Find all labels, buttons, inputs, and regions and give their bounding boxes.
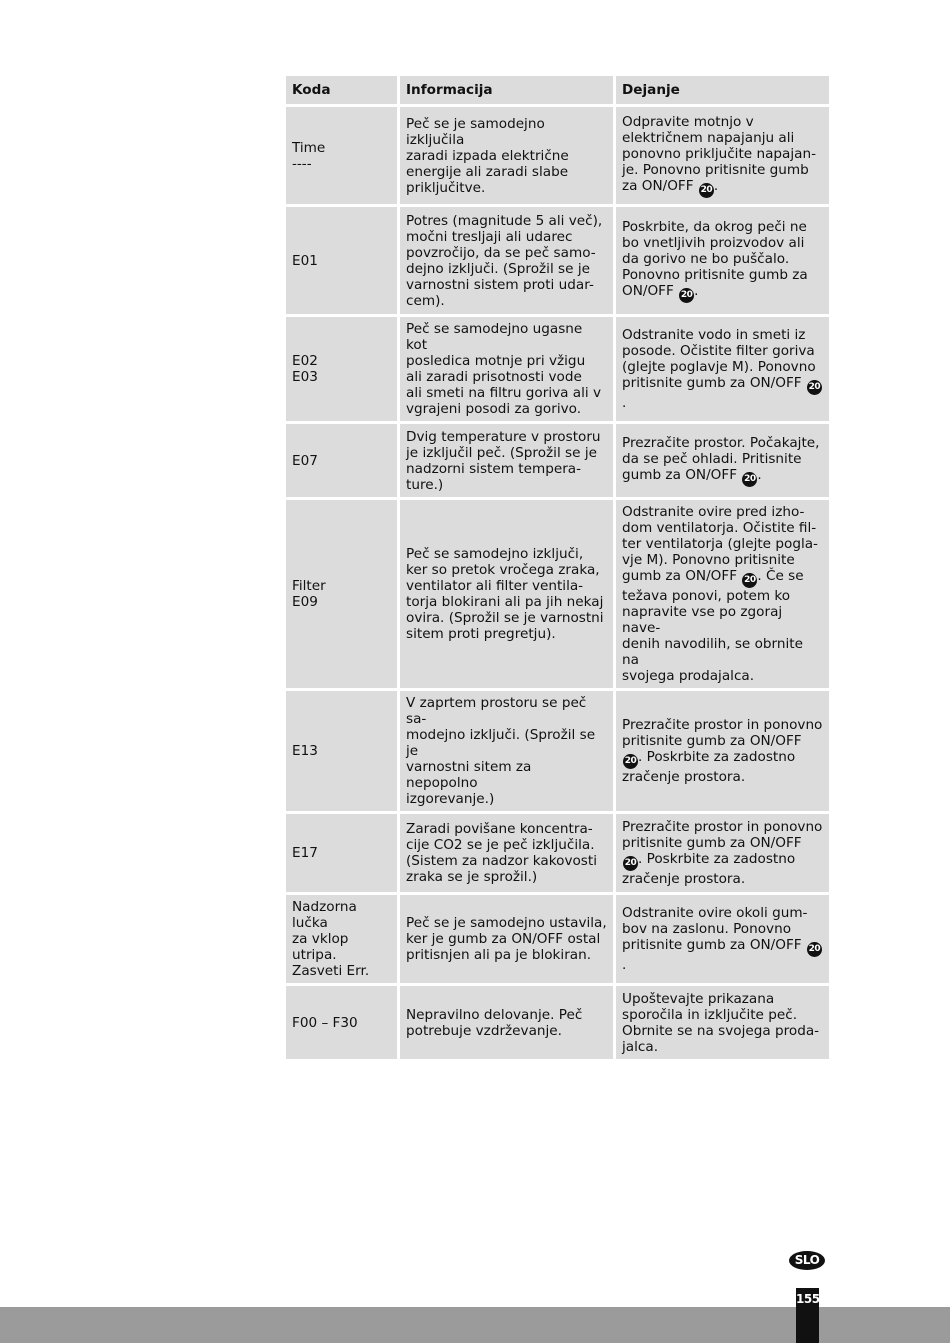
table-header-row bbox=[286, 76, 829, 104]
row-info: Peč se je samodejno ustavila, ker je gumb za ON/OFF ostal pritisnjen ali pa je blokiran. bbox=[400, 895, 613, 983]
header-info: Informacija bbox=[400, 76, 613, 104]
row-action bbox=[616, 107, 829, 204]
header-code: Koda bbox=[286, 76, 397, 104]
row-info: V zaprtem prostoru se peč sa- modejno izključi. (Sprožil se je varnostni sitem za nepopolno izgorevanje.) bbox=[400, 691, 613, 811]
table-row bbox=[286, 895, 829, 983]
action-text: Prezračite prostor in ponovno pritisnite gumb za ON/OFF bbox=[622, 717, 823, 749]
row-info: Peč se samodejno izključi, ker so pretok vročega zraka, ventilator ali filter ventila- torja blokirani ali pa jih nekaj ovira. (Sprožil se je varnostni sitem proti pregretju). bbox=[400, 500, 613, 688]
button-ref-icon: 20 bbox=[679, 288, 694, 303]
action-tail: . bbox=[694, 282, 699, 299]
error-code-table bbox=[283, 73, 832, 1062]
row-code: Nadzorna lučka za vklop utripa. Zasveti Err. bbox=[286, 895, 397, 983]
row-info: Nepravilno delovanje. Peč potrebuje vzdrževanje. bbox=[400, 986, 613, 1059]
row-action bbox=[616, 986, 829, 1059]
row-info: Dvig temperature v prostoru je izključil peč. (Sprožil se je nadzorni sistem tempera- ture.) bbox=[400, 424, 613, 497]
action-tail: . bbox=[622, 395, 627, 411]
row-code: E13 bbox=[286, 691, 397, 811]
action-tail: . bbox=[757, 466, 762, 483]
row-action bbox=[616, 500, 829, 688]
row-code: Filter E09 bbox=[286, 500, 397, 688]
action-tail: . bbox=[713, 177, 719, 194]
row-info: Peč se je samodejno izključila zaradi izpada električne energije ali zaradi slabe priključitve. bbox=[400, 107, 613, 204]
table-row bbox=[286, 814, 829, 892]
row-action bbox=[616, 814, 829, 892]
page-number: 155 bbox=[796, 1288, 819, 1343]
row-action bbox=[616, 895, 829, 983]
action-text: Poskrbite, da okrog peči ne bo vnetljivih proizvodov ali da gorivo ne bo puščalo. Ponovno pritisnite gumb za ON/OFF bbox=[622, 218, 808, 299]
action-text: Odpravite motnjo v električnem napajanju ali ponovno priključite napajan- je. Ponovno pritisnite gumb za ON/OFF bbox=[622, 113, 817, 194]
row-action bbox=[616, 317, 829, 421]
button-ref-icon: 20 bbox=[807, 380, 822, 395]
row-info: Peč se samodejno ugasne kot posledica motnje pri vžigu ali zaradi prisotnosti vode ali smeti na filtru goriva ali v vgrajeni posodi za gorivo. bbox=[400, 317, 613, 421]
action-tail: . Če se težava ponovi, potem ko napravite vse po zgoraj nave- denih navodilih, se obrnite na svojega prodajalca. bbox=[622, 568, 804, 684]
table-row bbox=[286, 986, 829, 1059]
button-ref-icon: 20 bbox=[699, 183, 714, 198]
language-badge: SLO bbox=[789, 1251, 825, 1270]
action-text: Prezračite prostor in ponovno pritisnite gumb za ON/OFF bbox=[622, 819, 823, 851]
action-tail: . bbox=[622, 957, 627, 973]
row-info: Potres (magnitude 5 ali več), močni tresljaji ali udarec povzročijo, da se peč samo- dejno izključi. (Sprožil se je varnostni sistem proti udar- cem). bbox=[400, 207, 613, 314]
action-tail: . Poskrbite za zadostno zračenje prostora. bbox=[622, 749, 796, 785]
header-action: Dejanje bbox=[616, 76, 829, 104]
row-action bbox=[616, 424, 829, 497]
action-text: Upoštevajte prikazana sporočila in izključite peč. Obrnite se na svojega proda- jalca. bbox=[622, 990, 820, 1055]
row-code: Time ---- bbox=[286, 107, 397, 204]
button-ref-icon: 20 bbox=[623, 754, 638, 769]
table-row bbox=[286, 317, 829, 421]
table-row bbox=[286, 107, 829, 204]
row-code: E17 bbox=[286, 814, 397, 892]
row-action bbox=[616, 691, 829, 811]
row-code: E07 bbox=[286, 424, 397, 497]
table-row bbox=[286, 500, 829, 688]
row-action bbox=[616, 207, 829, 314]
row-code: E01 bbox=[286, 207, 397, 314]
action-tail: . Poskrbite za zadostno zračenje prostora. bbox=[622, 851, 796, 887]
action-text: Odstranite ovire okoli gum- bov na zaslonu. Ponovno pritisnite gumb za ON/OFF bbox=[622, 905, 808, 953]
row-code: E02 E03 bbox=[286, 317, 397, 421]
button-ref-icon: 20 bbox=[623, 856, 638, 871]
button-ref-icon: 20 bbox=[807, 942, 822, 957]
table-row bbox=[286, 424, 829, 497]
row-code: F00 – F30 bbox=[286, 986, 397, 1059]
action-text: Odstranite vodo in smeti iz posode. Očistite filter goriva (glejte poglavje M). Ponovno pritisnite gumb za ON/OFF bbox=[622, 327, 816, 391]
action-text: Prezračite prostor. Počakajte, da se peč ohladi. Pritisnite gumb za ON/OFF bbox=[622, 434, 820, 483]
row-info: Zaradi povišane koncentra- cije CO2 se je peč izključila. (Sistem za nadzor kakovosti zraka se je sprožil.) bbox=[400, 814, 613, 892]
table-row bbox=[286, 207, 829, 314]
table-row bbox=[286, 691, 829, 811]
action-text: Odstranite ovire pred izho- dom ventilatorja. Očistite fil- ter ventilatorja (glejte pogla- vje M). Ponovno pritisnite gumb za ON/OFF bbox=[622, 504, 818, 584]
button-ref-icon: 20 bbox=[742, 472, 757, 487]
button-ref-icon: 20 bbox=[742, 573, 757, 588]
